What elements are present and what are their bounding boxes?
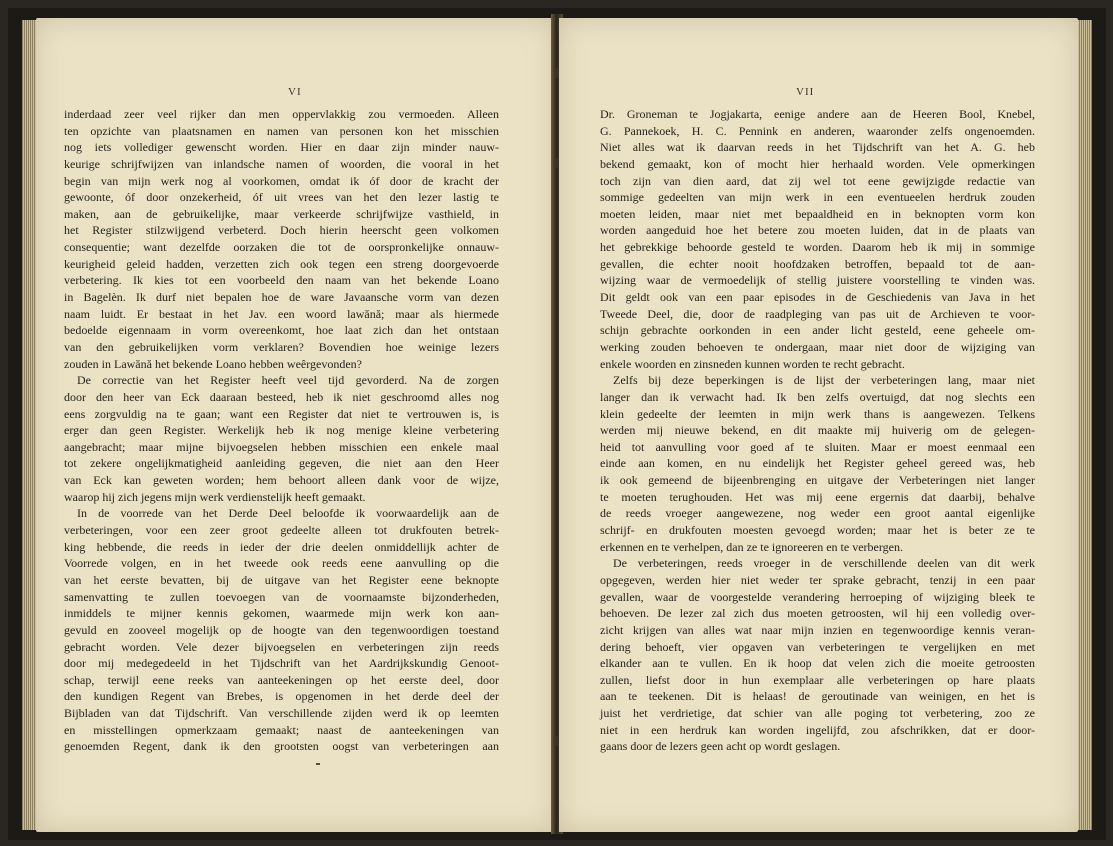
text-line: van het eerste bevatten, bij de uitgave van het Register eene beknopte xyxy=(64,572,499,587)
text-line: ten opzichte van plaatsnamen en namen van personen kon het misschien xyxy=(64,123,499,138)
text-line: het gebrekkige behoorde gesteld te worden. Daarom heb ik mij in sommige xyxy=(600,240,1035,255)
text-line: Dr. Groneman te Jogjakarta, eenige andere aan de Heeren Bool, Knebel, xyxy=(600,107,1035,121)
text-line: elkander aan te vullen. En ik hoop dat velen zich die moeite getroosten xyxy=(600,656,1035,671)
text-line: gewoonte, óf door onzekerheid, óf uit vrees van het den lezer lastig te xyxy=(64,190,499,205)
text-line: opgegeven, werden hier niet weder ter sprake gebracht, tenzij in een paar xyxy=(600,572,1035,587)
text-line: niet in een herdruk kan worden ingelijfd, zou afschrikken, dat er door- xyxy=(600,722,1035,737)
text-line: zouden in Lawănă het bekende Loano hebben weêrgevonden? xyxy=(64,356,362,371)
right-page xyxy=(559,18,1078,832)
text-line: nog iets vollediger gewenscht worden. Hier en daar zijn minder nauw- xyxy=(64,140,499,155)
text-line: behoeven. De lezer zal zich dus moeten getroosten, wil hij een volledig over- xyxy=(600,606,1035,621)
book-spread xyxy=(8,8,1106,840)
text-line: keurigheid geleid hadden, verzetten zich ook tegen een streng doorgevoerde xyxy=(64,256,499,271)
right-page-folio: VII xyxy=(796,86,815,98)
text-line: in Bagelèn. Ik durf niet bepalen hoe de ware Javaansche vorm van dezen xyxy=(64,290,499,305)
text-line: naam luidt. Er bestaat in het Jav. een woord lawănă; maar als hiermede xyxy=(64,306,499,321)
text-line: erger dan geen Register. Werkelijk heb ik nog menige kleine verbetering xyxy=(64,423,499,438)
text-line: worden aangeduid hoe het betere zou moeten luiden, dat in de plaats van xyxy=(600,223,1035,238)
text-line: Dit geldt ook van een paar episodes in de Geschiedenis van Java in het xyxy=(600,290,1035,305)
text-line: einde aan komen, en nu eindelijk het Register geheel gereed was, heb xyxy=(600,456,1035,471)
text-line: klein gedeelte der leemten in mijn werk thans is aangewezen. Telkens xyxy=(600,406,1035,421)
text-line: king hebbende, die reeds in ieder der drie deelen onmiddellijk achter de xyxy=(64,539,499,554)
text-line: van den gebruikelijken vorm verklaren? Bovendien hoe weinige lezers xyxy=(64,339,499,354)
text-line: erkennen en te verhelpen, dan ze te ignoreeren en te verbergen. xyxy=(600,539,903,554)
text-line: schrijf- en drukfouten moesten gevoegd worden; maar het is beter ze te xyxy=(600,523,1035,538)
text-line: inderdaad zeer veel rijker dan men oppervlakkig zou vermoeden. Alleen xyxy=(64,107,499,121)
text-line: tot zekere ongelijkmatigheid aanleiding gegeven, die niet aan den Heer xyxy=(64,456,499,471)
text-line: inmiddels te mijner kennis gekomen, waarmede mijn werk kon aan- xyxy=(64,606,499,621)
text-line: van Eck kan geweten worden; hem behoort alleen dank voor de wijze, xyxy=(64,473,499,488)
right-page-text xyxy=(600,106,1035,755)
text-line: gevallen, die echter nooit hoofdzaken betroffen, bepaald tot de aan- xyxy=(600,256,1035,271)
text-line: schijn gebrachte oorkonden in een ander licht gesteld, eene geheele om- xyxy=(600,323,1035,338)
text-line: Voorrede volgen, en in het tweede ook reeds eene aanvulling op die xyxy=(64,556,499,571)
text-line: door mij medegedeeld in het Tijdschrift van het Aardrijkskundig Genoot- xyxy=(64,656,499,671)
text-line: bedoelde eigennaam in vorm overeenkomt, hoe laat zich dan het ontstaan xyxy=(64,323,499,338)
text-line: Tweede Deel, die, door de raadpleging van pas uit de Archieven te voor- xyxy=(600,306,1035,321)
text-line: werking zouden behoeven te ondergaan, maar niet door de wijziging van xyxy=(600,339,1035,354)
text-line: door den heer van Eck daaraan besteed, heb ik niet geschroomd alles nog xyxy=(64,389,499,404)
text-line: moeten leiden, maar niet met bepaaldheid en in beknopten vorm kon xyxy=(600,206,1035,221)
text-line: In de voorrede van het Derde Deel beloofde ik voorwaardelijk aan de xyxy=(77,506,499,521)
text-line: te moeten terughouden. Het was mij eene ergernis dat daarbij, behalve xyxy=(600,489,1035,504)
left-page-foot-mark xyxy=(316,763,320,765)
text-line: gevallen, waar de voorgestelde verandering herroeping of wijziging bleek te xyxy=(600,589,1035,604)
text-line: schap, terwijl eene reeks van aanteekeningen op het eerste deel, door xyxy=(64,672,499,687)
text-line: Niet alles wat ik daarvan reeds in het Tijdschrift van het A. G. heb xyxy=(600,140,1035,155)
text-line: langer dan ik verwacht had. Ik ben zelfs overtuigd, dat nog slechts een xyxy=(600,389,1035,404)
left-page-text xyxy=(64,106,499,755)
left-page xyxy=(36,18,555,832)
text-line: sommige gedeelten van mijn werk in een eventueelen herdruk zouden xyxy=(600,190,1035,205)
text-line: heid tot aanvulling voor goed af te sluiten. Maar er moest eenmaal een xyxy=(600,439,1035,454)
text-line: waarop hij zich jegens mijn werk verdienstelijk heeft gemaakt. xyxy=(64,489,366,504)
text-line: genoemden Regent, dank ik den grootsten oogst van verbeteringen aan xyxy=(64,739,499,754)
text-line: het Register stilzwijgend verbeterd. Doch hierin heerscht geen volkomen xyxy=(64,223,499,238)
text-line: consequentie; want dezelfde oorzaken die tot de oorspronkelijke onnauw- xyxy=(64,240,499,255)
right-page-edges xyxy=(1078,20,1092,830)
text-line: enkele woorden en zinsneden kunnen worden te recht gebracht. xyxy=(600,356,905,371)
text-line: den kundigen Regent van Brebes, is opgenomen in het derde deel der xyxy=(64,689,499,704)
text-line: G. Pannekoek, H. C. Pennink en anderen, waaronder zelfs ongenoemden. xyxy=(600,123,1035,138)
text-line: werden mij nieuwe bekend, en dit maakte mij huiverig om de gelegen- xyxy=(600,423,1035,438)
text-line: begin van mijn werk nog al voorkomen, omdat ik óf door de kracht der xyxy=(64,173,499,188)
text-line: wijzing waar de vermoedelijk of stellig juistere voorstelling te vinden was. xyxy=(600,273,1035,288)
text-line: De verbeteringen, reeds vroeger in de verschillende deelen van dit werk xyxy=(613,556,1035,571)
text-line: De correctie van het Register heeft veel tijd gevorderd. Na de zorgen xyxy=(77,373,499,388)
text-line: gebracht worden. Vele dezer bijvoegselen en verbeteringen zijn reeds xyxy=(64,639,499,654)
text-line: de reeds vroeger aangewezene, nog weder een groot aantal eigenlijke xyxy=(600,506,1035,521)
text-line: dering behoeft, vier opgaven van verbeteringen te vergelijken en met xyxy=(600,639,1035,654)
text-line: en misstellingen opmerkzaam gemaakt; naast de aanteekeningen van xyxy=(64,722,499,737)
text-line: juist het verdrietige, dat schier van alle poging tot verbetering, zoo ze xyxy=(600,706,1035,721)
text-line: maken, aan de gebruikelijke, maar verkeerde schrijfwijze vasthield, in xyxy=(64,206,499,221)
text-line: Bijbladen van dat Tijdschrift. Van verschillende zijden werd ik op leemten xyxy=(64,706,499,721)
text-line: aan te teekenen. Dit is helaas! de geroutinade van weinigen, en het is xyxy=(600,689,1035,704)
text-line: samenvatting te zullen toevoegen van de voornaamste bijzonderheden, xyxy=(64,589,499,604)
text-line: Zelfs bij deze beperkingen is de lijst der verbeteringen lang, maar niet xyxy=(613,373,1035,388)
text-line: eens zorgvuldig na te gaan; want een Register dat niet te vertrouwen is, is xyxy=(64,406,499,421)
text-line: gaans door de lezers geen acht op wordt geslagen. xyxy=(600,739,841,754)
text-line: keurige schrijfwijzen van inlandsche namen of woorden, die vooral in het xyxy=(64,156,499,171)
left-page-edges xyxy=(22,20,36,830)
text-line: zullen, liefst door in hun exemplaar alle verbeteringen op hare plaats xyxy=(600,672,1035,687)
text-line: verbeteringen, voor een zeer groot gedeelte alleen tot drukfouten betrek- xyxy=(64,523,499,538)
text-line: aangebracht; maar mijne bijvoegselen hebben misschien een enkele maal xyxy=(64,439,499,454)
left-page-folio: VI xyxy=(288,86,302,98)
text-line: gevuld en zooveel mogelijk op de hoogte van den tegenwoordigen toestand xyxy=(64,622,499,637)
text-line: bekend gemaakt, kon of mocht hier herhaald worden. Vele opmerkingen xyxy=(600,156,1035,171)
text-line: toch zijn van dien aard, dat zij wel tot eene gewijzigde redactie van xyxy=(600,173,1035,188)
text-line: zicht krijgen van alles wat naar mijn inzien en tegenwoordige kennis veran- xyxy=(600,622,1035,637)
text-line: verbetering. Ik kies tot een voorbeeld den naam van het bekende Loano xyxy=(64,273,499,288)
text-line: ik ook gemeend de bijeenbrenging en uitgave der Verbeteringen niet langer xyxy=(600,473,1035,488)
